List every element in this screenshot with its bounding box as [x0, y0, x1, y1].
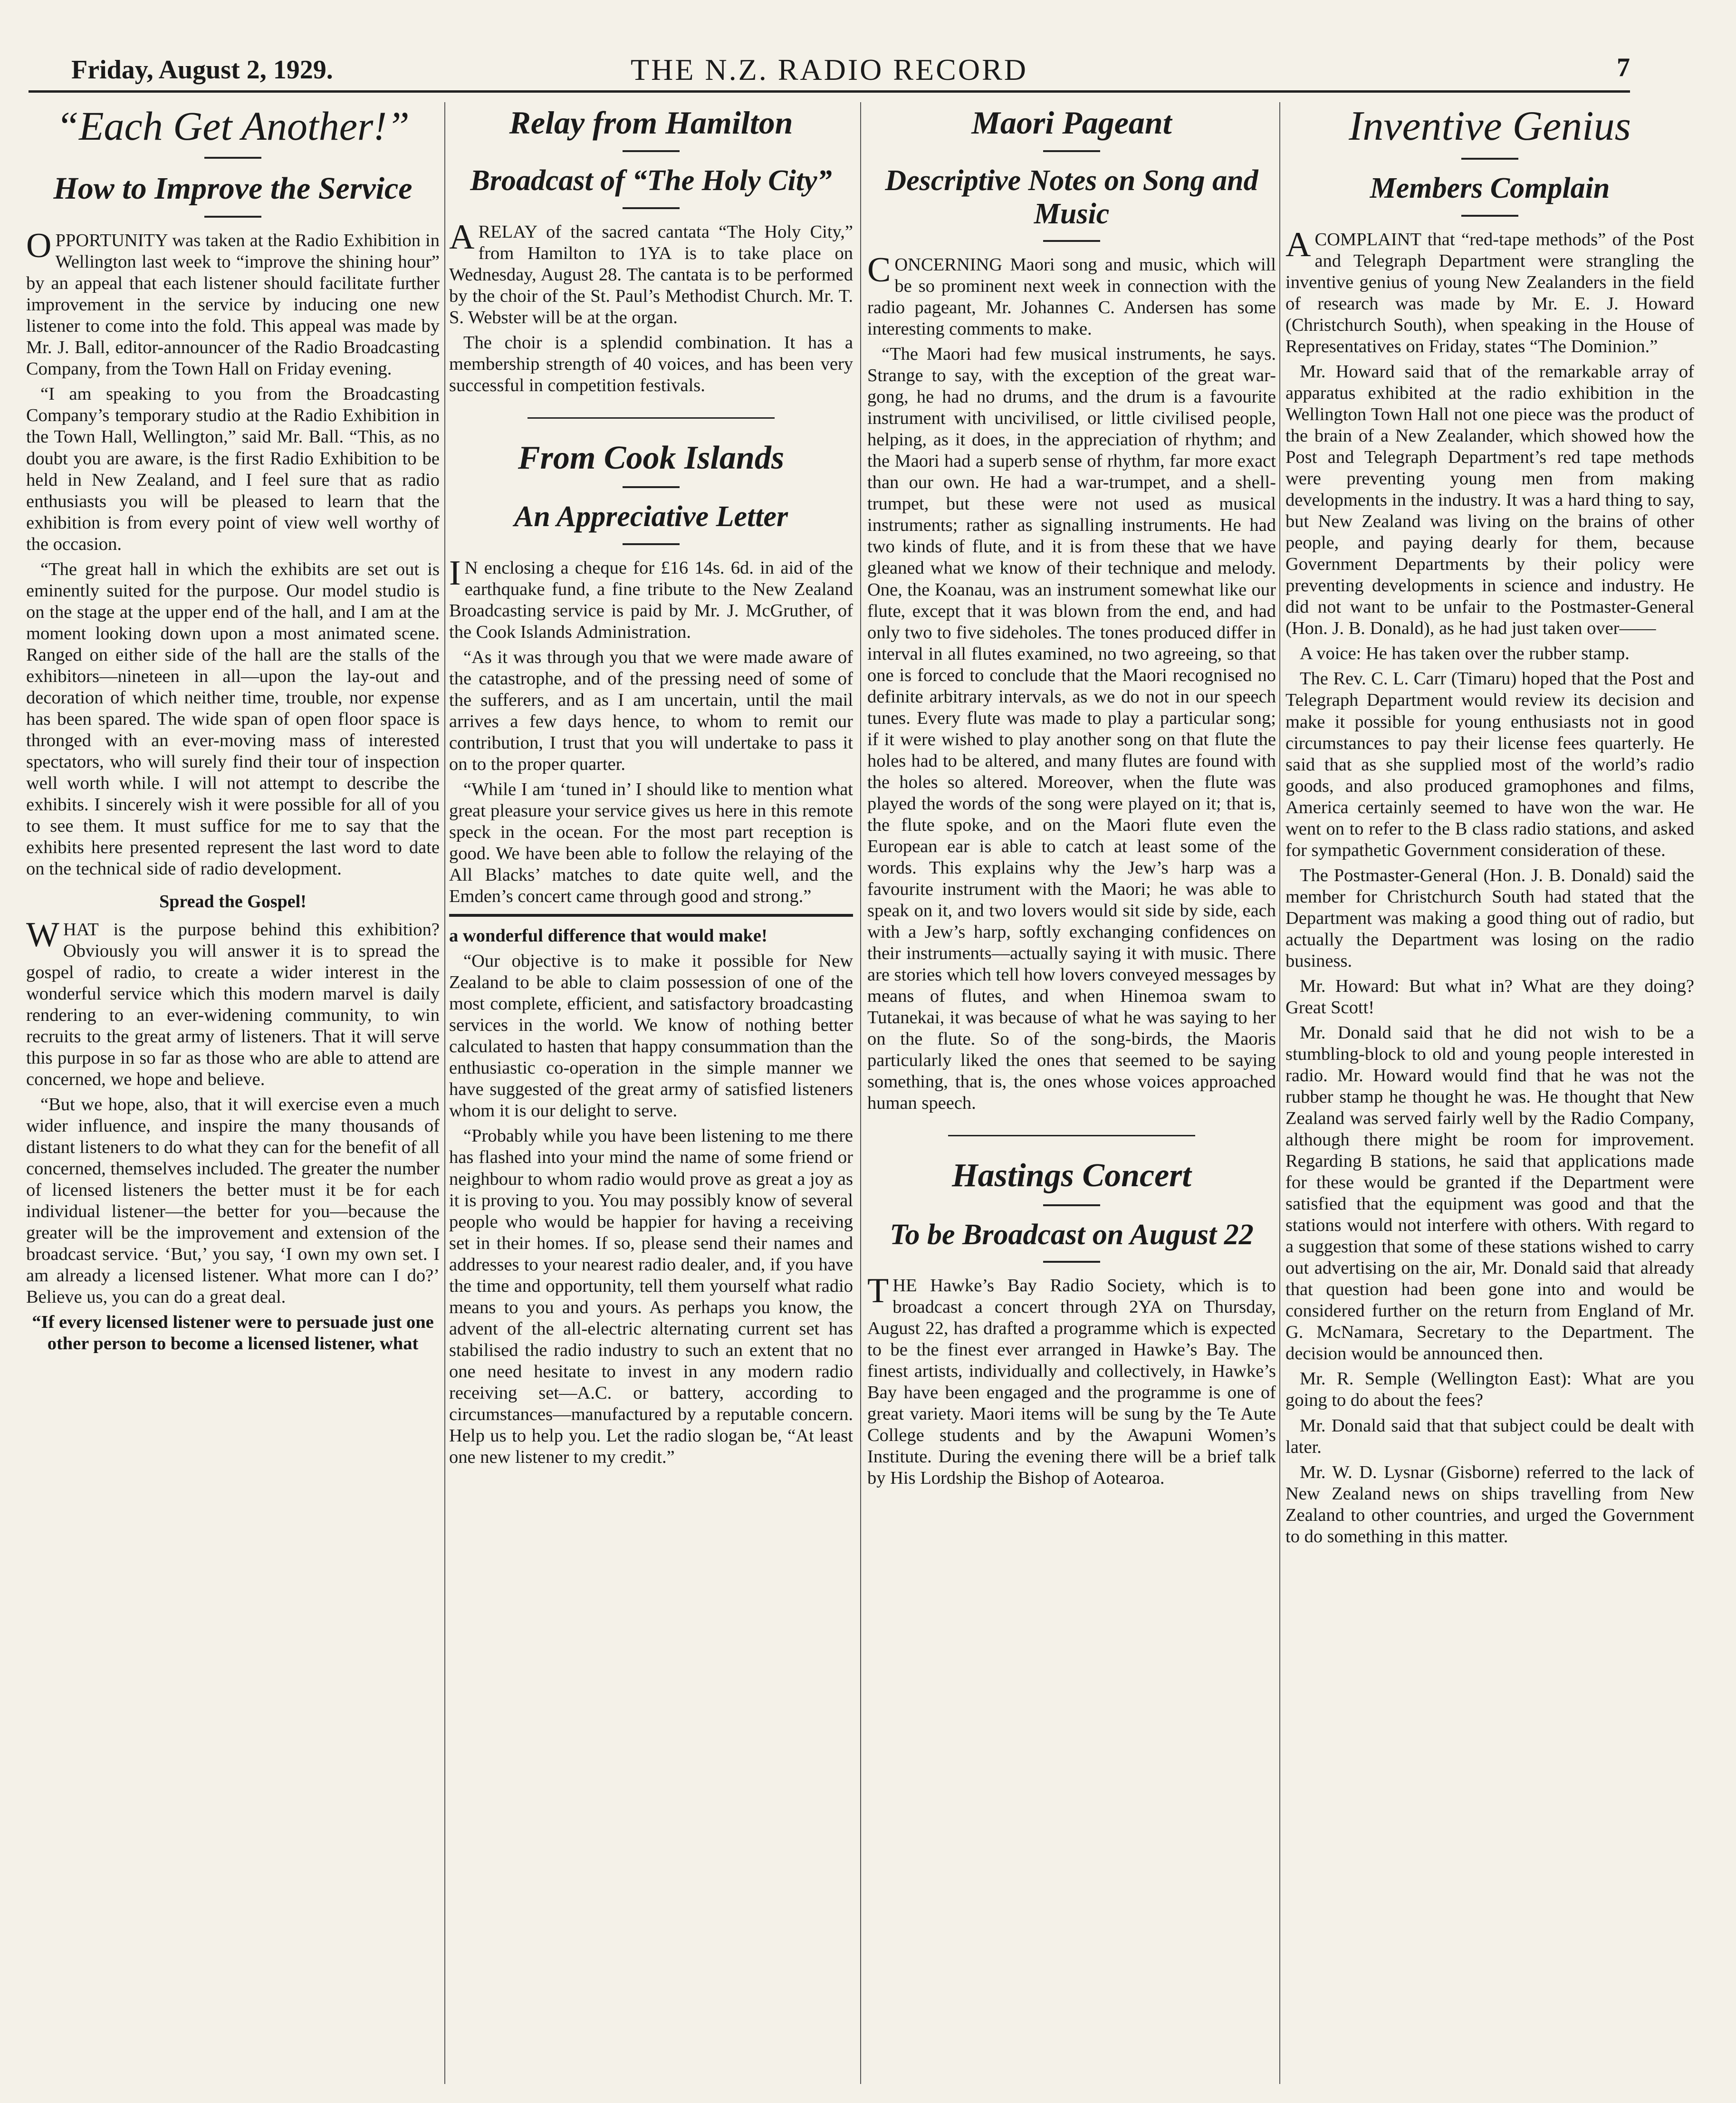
- column-rule: [860, 102, 861, 2084]
- paragraph: The Postmaster-General (Hon. J. B. Donald) said the member for Christchurch South had stated that the Department was making a good thing out of radio, but actually the Department was losing on the radio business.: [1285, 865, 1694, 971]
- lead-paragraph: A RELAY of the sacred cantata “The Holy City,” from Hamilton to 1YA is to take place on Wednesday, August 28. The cantata is to be performed by the choir of the St. Paul’s Methodist Church. Mr. T. S. Webster will be at the organ.: [449, 217, 853, 327]
- divider: [1461, 158, 1518, 160]
- paragraph: Mr. Howard: But what in? What are they doing? Great Scott!: [1285, 976, 1694, 1018]
- divider: [623, 486, 680, 488]
- divider: [1461, 215, 1518, 217]
- paragraph: “I am speaking to you from the Broadcasting Company’s temporary studio at the Radio Exhibition in the Town Hall, Wellington,” said Mr. Ball. “This, as no doubt you are aware, is the first Radio Exhibition to be held in New Zealand, and I feel sure that as radio enthusiasts you will be pleased to learn that the exhibition is from every point of view well worthy of the occasion.: [26, 384, 440, 554]
- paragraph: “As it was through you that we were made aware of the catastrophe, and of the pressing need of some of the sufferers, and as I am uncertain, until the mail arrives a few days hence, to whom to remit our contribution, I trust that you will undertake to pass it on to the proper quarter.: [449, 647, 853, 774]
- paragraph: “The Maori had few musical instruments, he says. Strange to say, with the exception of the great war-gong, he had no drums, and the drum is a favourite instrument with uncivilised, or little civilised people, helping, as it does, in the appreciation of rhythm; and the Maori had a superb sense of rhythm, far more exact than our own. He had a war-trumpet, and a shell-trumpet, but these were not used as musical instruments; rather as signalling instruments. He had two kinds of flute, and it is from these that we have gleaned what we know of their technique and melody. One, the Koanau, was an instrument somewhat like our flute, except that it was blown from the end, and had only two to five sideholes. The tones produced differ in interval in all flutes examined, no two agreeing, so that one is forced to conclude that the Maori recognised no definite arbitrary intervals, as we do not in our speech tunes. Every flute was made to play a particular song; if it were wished to play another song on that flute the holes had to be altered, and many flutes are found with the holes so altered. Moreover, when the flute was played the words of the song were played on it; that is, the flute spoke, and on the Maori flute even the European ear is able to catch at least some of the words. This explains why the Jew’s harp was a favourite instrument with the Maori; he was able to speak on it, and two lovers would sit side by side, each with a Jew’s harp, softly exchanging confidences on their instruments—actually saying it with music. There are stories which tell how lovers conveyed messages by means of flutes, and when Hinemoa swam to Tutanekai, it was because of what he was saying to her on the flute. So of the song-birds, the Maoris particularly liked the ones that seemed to be saying something, that is, the ones whose voices approached human speech.: [867, 344, 1276, 1114]
- lead-paragraph: A COMPLAINT that “red-tape methods” of the Post and Telegraph Department were strangling the inventive genius of young New Zealanders in the field of research was made by Mr. E. J. Howard (Christchurch South), when speaking in the House of Representatives on Friday, states “The Dominion.”: [1285, 225, 1694, 356]
- drop-cap: A: [1285, 225, 1311, 264]
- divider: [1043, 1261, 1100, 1263]
- lead-paragraph: I N enclosing a cheque for £16 14s. 6d. in aid of the earthquake fund, a fine tribute to the New Zealand Broadcasting service is paid by Mr. J. McGruther, of the Cook Islands Administration.: [449, 553, 853, 642]
- drop-cap: O: [26, 226, 52, 266]
- divider: [1043, 240, 1100, 242]
- section-heading: Spread the Gospel!: [159, 892, 307, 912]
- lead-paragraph: THE Hawke’s Bay Radio Society, which is to broadcast a concert through 2YA on Thursday, August 22, has drafted a programme which is expected to be the finest ever arranged in Hawke’s Bay. The finest artists, individually and collectively, in Hawke’s Bay have been engaged and the programme is one of great variety. Maori items will be sung by the Te Aute College students and by the Awapuni Women’s Institute. During the evening there will be a brief talk by His Lordship the Bishop of Aotearoa.: [867, 1271, 1276, 1488]
- divider: [204, 157, 261, 159]
- drop-cap: I: [449, 553, 461, 593]
- divider: [1043, 150, 1100, 152]
- article-maori-pageant: [867, 105, 1276, 2084]
- paragraph: “If every licensed listener were to persuade just one other person to become a licensed listener, what: [32, 1312, 434, 1354]
- paragraph: Mr. W. D. Lysnar (Gisborne) referred to the lack of New Zealand news on ships travelling from New Zealand to other countries, and urged the Government to do something in this matter.: [1285, 1462, 1694, 1546]
- masthead: [29, 52, 1630, 93]
- headline: Hastings Concert: [952, 1157, 1191, 1194]
- subheadline: Broadcast of “The Holy City”: [470, 164, 832, 197]
- paragraph: “The great hall in which the exhibits are set out is eminently suited for the purpose. Our model studio is on the stage at the upper end of the hall, and I am at the moment looking down upon a most animated scene. Ranged on either side of the hall are the stalls of the exhibitors—nineteen in all—upon the lay-out and decoration of which neither time, trouble, nor expense has been spared. The wide span of open floor space is thronged with an ever-moving mass of interested spectators, who will surely find their tour of inspection well worth while. I will not attempt to describe the exhibits. I sincerely wish it were possible for all of you to see them. It must suffice for me to say that the exhibits here presented represent the last word to date on the technical side of radio development.: [26, 559, 440, 879]
- drop-cap: W: [26, 915, 59, 954]
- paragraph: The Rev. C. L. Carr (Timaru) hoped that the Post and Telegraph Department would review its decision and make it possible for young enthusiasts not in good circumstances to pay their license fees quarterly. He said that as she supplied most of the world’s radio goods, and also produced gramophones and films, America certainly seemed to have won the war. He went on to refer to the B class radio stations, and asked for sympathetic Government consideration of these.: [1285, 669, 1694, 860]
- article-relay-from-hamilton: [449, 105, 853, 2084]
- subheadline: An Appreciative Letter: [514, 500, 788, 533]
- paragraph: The choir is a splendid combination. It has a membership strength of 40 voices, and has been very successful in competition festivals.: [449, 332, 853, 395]
- subheadline: How to Improve the Service: [53, 171, 412, 206]
- drop-cap: C: [867, 250, 891, 290]
- headline: Maori Pageant: [971, 105, 1172, 141]
- continuation-text: a wonderful difference that would make!: [449, 926, 767, 946]
- divider: [204, 216, 261, 218]
- subheadline: Descriptive Notes on Song and Music: [885, 164, 1258, 230]
- divider: [449, 914, 853, 917]
- paragraph: “While I am ‘tuned in’ I should like to mention what great pleasure your service gives us here in this remote speck in the ocean. For the most part reception is good. We have been able to follow the relaying of the All Blacks’ matches to date quite well, and the Emden’s concert came through good and strong.”: [449, 779, 853, 907]
- paragraph: Mr. Howard said that of the remarkable array of apparatus exhibited at the radio exhibition in the Wellington Town Hall not one piece was the product of the brain of a New Zealander, which showed how the Post and Telegraph Department’s red tape methods were preventing young men from making developments in the industry. It was a hard thing to say, but New Zealand was living on the brains of other people, and paying dearly for them, because Government Departments by their policy were preventing developments in science and industry. He did not want to be unfair to the Postmaster-General (Hon. J. B. Donald), as he had just taken over——: [1285, 362, 1694, 639]
- drop-cap: T: [867, 1271, 889, 1311]
- issue-date: Friday, August 2, 1929.: [71, 55, 333, 85]
- article-each-get-another: [26, 105, 440, 2084]
- headline: Relay from Hamilton: [509, 105, 793, 141]
- paragraph: “Our objective is to make it possible for New Zealand to be able to claim possession of one of the most complete, efficient, and satisfactory broadcasting services in the world. We know of nothing better calculated to hasten that happy consummation than the enthusiastic co-operation in the simple manner we have suggested of the great army of satisfied listeners whom it is our delight to serve.: [449, 951, 853, 1121]
- paragraph: Mr. R. Semple (Wellington East): What are you going to do about the fees?: [1285, 1369, 1694, 1411]
- headline: From Cook Islands: [518, 439, 785, 476]
- paper-title: THE N.Z. RADIO RECORD: [631, 53, 1028, 86]
- page-number: 7: [1617, 53, 1630, 82]
- column-rule: [1279, 102, 1280, 2084]
- lead-paragraph: WHAT is the purpose behind this exhibition? Obviously you will answer it is to spread the gospel of radio, to create a wider interest in the wonderful service which this modern marvel is daily rendering to an ever-widening community, to win recruits to the great army of listeners. That it will serve this purpose in so far as those who are able to attend are concerned, we hope and believe.: [26, 915, 440, 1089]
- paragraph: “But we hope, also, that it will exercise even a much wider influence, and inspire the many thousands of distant listeners to do what they can for the benefit of all concerned, themselves included. The greater the number of licensed listeners the better must it be for each individual listener—the better for you—because the greater will be the improvement and extension of the broadcast service. ‘But,’ you say, ‘I own my own set. I am already a licensed listener. What more can I do?’ Believe us, you can do a great deal.: [26, 1094, 440, 1307]
- paragraph: A voice: He has taken over the rubber stamp.: [1300, 643, 1630, 664]
- divider: [528, 417, 775, 419]
- lead-paragraph: OPPORTUNITY was taken at the Radio Exhibition in Wellington last week to “improve the shining hour” by an appeal that each listener should facilitate further improvement in the service by inducing one new listener to come into the fold. This appeal was made by Mr. J. Ball, editor-announcer of the Radio Broadcasting Company, from the Town Hall on Friday evening.: [26, 226, 440, 379]
- subheadline: Members Complain: [1370, 172, 1610, 205]
- divider: [623, 543, 680, 545]
- subheadline: To be Broadcast on August 22: [890, 1218, 1254, 1251]
- divider: [948, 1135, 1195, 1136]
- paragraph: Mr. Donald said that he did not wish to be a stumbling-block to old and young people interested in radio. Mr. Howard would find that he was not the rubber stamp he thought he was. He thought that New Zealand was served fairly well by the Radio Company, although there might be room for improvement. Regarding B stations, he said that applications made for these would be granted if the Department were satisfied that the equipment was good and that the stations would not interfere with others. With regard to a suggestion that some of these stations wished to carry out advertising on the air, Mr. Donald said that already that question had been gone into and would be considered further on the return from England of Mr. G. McNamara, Secretary to the Department. The decision would be announced then.: [1285, 1022, 1694, 1364]
- headline: Inventive Genius: [1349, 105, 1631, 149]
- headline: “Each Get Another!”: [56, 105, 410, 149]
- divider: [1043, 1204, 1100, 1206]
- paragraph: Mr. Donald said that that subject could be dealt with later.: [1285, 1415, 1694, 1457]
- column-rule: [444, 102, 445, 2084]
- paragraph: “Probably while you have been listening to me there has flashed into your mind the name of some friend or neighbour to whom radio would prove as great a joy as it is proving to you. You may possibly know of several people who would be happier for having a receiving set in their homes. If so, please send their names and addresses to your nearest radio dealer, and, if you have the time and opportunity, tell them yourself what radio means to you and yours. As perhaps you know, the advent of the all-electric alternating current set has stabilised the radio industry to such an extent that no one need hesitate to invest in any modern radio receiving set—A.C. or battery, according to circumstances—manufactured by a reputable concern. Help us to help you. Let the radio slogan be, “At least one new listener to my credit.”: [449, 1126, 853, 1467]
- divider: [623, 207, 680, 209]
- divider: [623, 150, 680, 152]
- article-inventive-genius: [1285, 105, 1694, 2084]
- lead-paragraph: CONCERNING Maori song and music, which will be so prominent next week in connection with the radio pageant, Mr. Johannes C. Andersen has some interesting comments to make.: [867, 250, 1276, 339]
- drop-cap: A: [449, 217, 475, 257]
